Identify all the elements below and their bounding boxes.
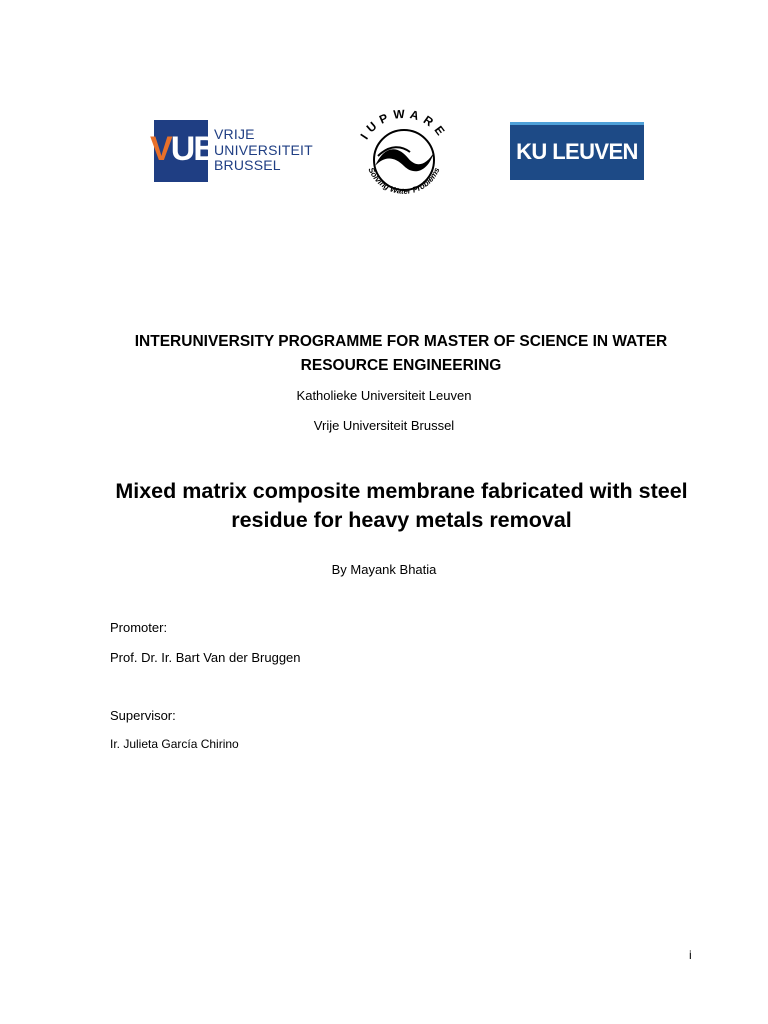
vub-wordmark-line1: VRIJE: [214, 126, 255, 142]
vub-wordmark: [214, 127, 313, 174]
promoter-name: Prof. Dr. Ir. Bart Van der Bruggen: [110, 650, 301, 665]
vub-wordmark-line3: BRUSSEL: [214, 157, 281, 173]
iupware-arc-text: IUPWARE: [357, 108, 451, 142]
university-brussel: Vrije Universiteit Brussel: [313, 418, 455, 433]
supervisor-label: Supervisor:: [110, 708, 176, 723]
programme-heading: INTERUNIVERSITY PROGRAMME FOR MASTER OF SCIENCE IN WATER RESOURCE ENGINEERING: [134, 333, 668, 374]
vub-monogram: VUB: [150, 130, 216, 168]
ku-leuven-logo: [510, 122, 644, 180]
svg-text:Solving Water Problems: [366, 166, 441, 196]
iupware-emblem: [348, 108, 460, 200]
vub-logo: [150, 120, 313, 184]
svg-text:IUPWARE: [357, 108, 450, 142]
vub-wordmark-line2: UNIVERSITEIT: [214, 141, 313, 158]
iupware-motto: Solving Water Problems: [366, 166, 442, 196]
university-leuven: Katholieke Universiteit Leuven: [296, 388, 472, 403]
page-number: i: [689, 948, 692, 962]
supervisor-name: Ir. Julieta García Chirino: [110, 737, 239, 751]
iupware-logo: [348, 108, 460, 200]
ku-leuven-wordmark: KU LEUVEN: [516, 139, 638, 164]
thesis-title: Mixed matrix composite membrane fabricated with steel residue for heavy metals removal: [115, 479, 688, 532]
author: By Mayank Bhatia: [331, 562, 437, 577]
promoter-label: Promoter:: [110, 620, 168, 635]
